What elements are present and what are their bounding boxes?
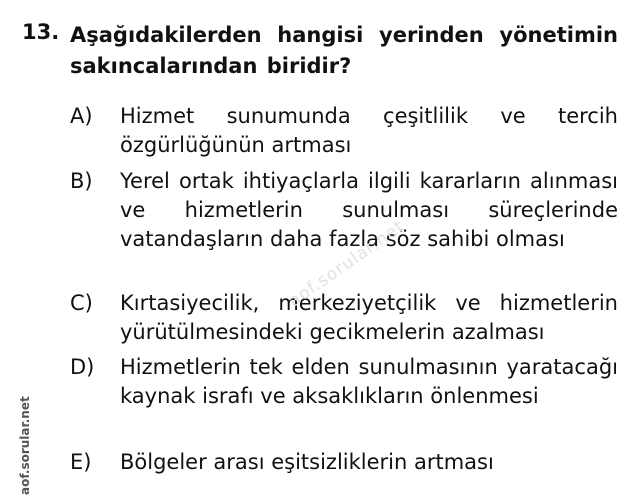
option-a[interactable] — [70, 102, 618, 160]
option-letter: C) — [70, 291, 93, 315]
option-e[interactable] — [70, 448, 618, 477]
option-text: Bölgeler arası eşitsizliklerin artması — [120, 450, 494, 474]
option-letter: B) — [70, 169, 93, 193]
question-text: Aşağıdakilerden hangisi yerinden yönetimin sakıncalarından biridir? — [70, 23, 618, 78]
watermark: aof.sorular.net — [285, 216, 409, 312]
option-letter: D) — [70, 355, 95, 379]
option-letter: E) — [70, 450, 92, 474]
option-text: Hizmetlerin tek elden sunulmasının yaratacağı kaynak israfı ve aksaklıkların önlenmesi — [120, 355, 618, 408]
option-letter: A) — [70, 104, 93, 128]
option-d[interactable] — [70, 353, 618, 411]
side-credit: aof.sorular.net — [18, 396, 32, 495]
question-number: 13. — [22, 20, 60, 44]
option-c[interactable] — [70, 289, 618, 347]
option-text: Hizmet sunumunda çeşitlilik ve tercih özgürlüğünün artması — [120, 104, 618, 157]
option-text: Kırtasiyecilik, merkeziyetçilik ve hizmetlerin yürütülmesindeki gecikmelerin azalması — [120, 291, 618, 344]
option-b[interactable] — [70, 167, 618, 254]
option-text: Yerel ortak ihtiyaçlarla ilgili kararların alınması ve hizmetlerin sunulması süreçlerinde vatandaşların daha fazla söz sahibi olması — [120, 169, 618, 251]
